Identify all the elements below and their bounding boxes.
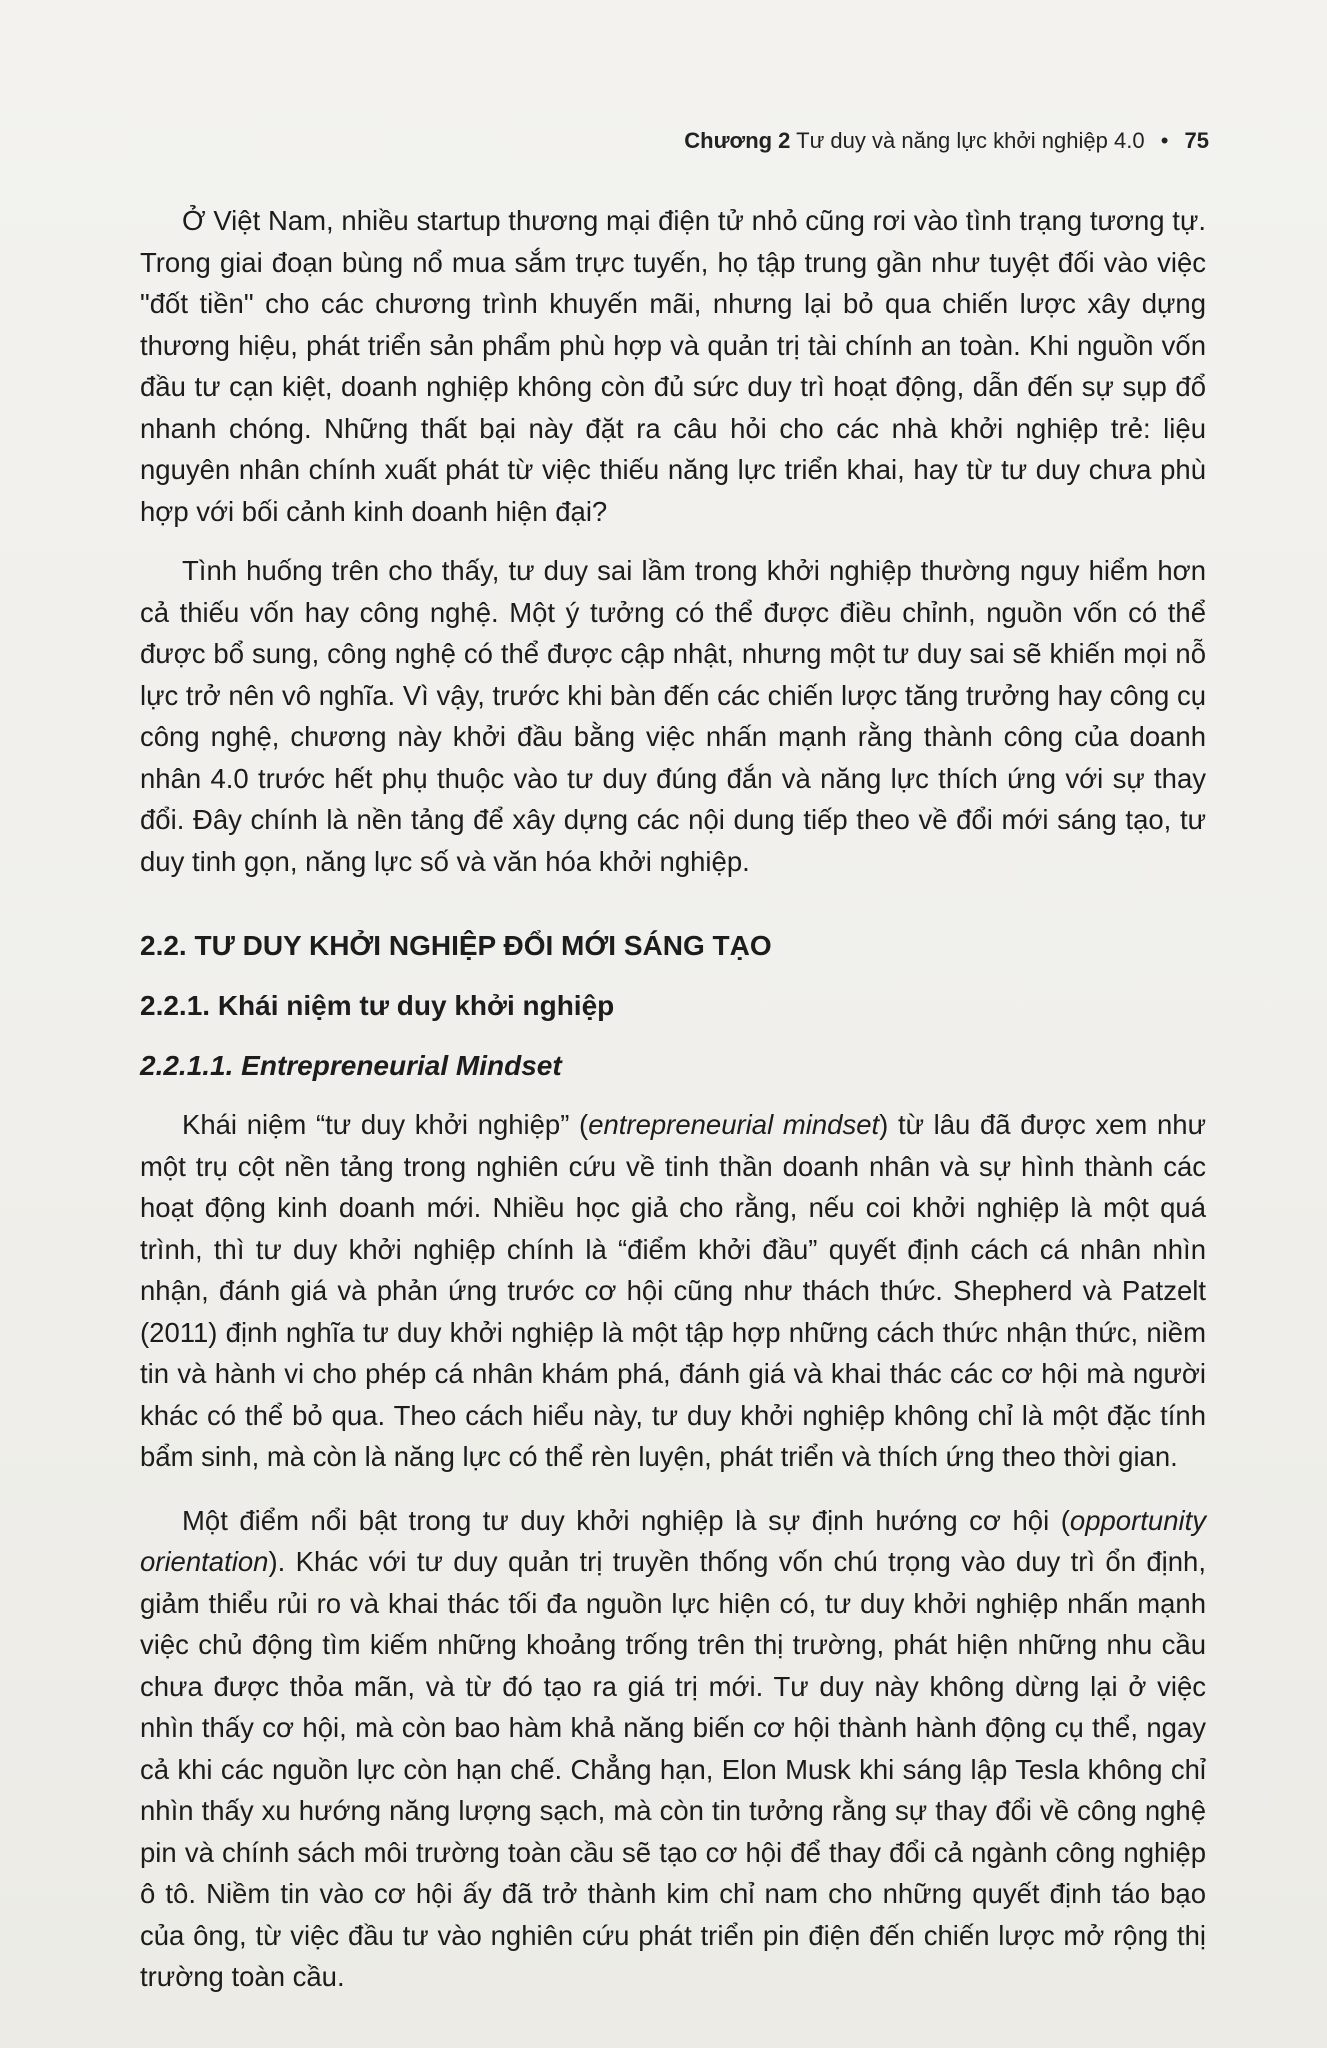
page-number: 75 <box>1184 128 1209 153</box>
paragraph-vietnam-startups: Ở Việt Nam, nhiều startup thương mại điện tử nhỏ cũng rơi vào tình trạng tương tự. Trong giai đoạn bùng nổ mua sắm trực tuyến, họ tập trung gần như tuyệt đối vào việc "đốt tiền" cho các chương trình khuyến mãi, nhưng lại bỏ qua chiến lược xây dựng thương hiệu, phát triển sản phẩm phù hợp và quản trị tài chính an toàn. Khi nguồn vốn đầu tư cạn kiệt, doanh nghiệp không còn đủ sức duy trì hoạt động, dẫn đến sự sụp đổ nhanh chóng. Những thất bại này đặt ra câu hỏi cho các nhà khởi nghiệp trẻ: liệu nguyên nhân chính xuất phát từ việc thiếu năng lực triển khai, hay từ tư duy chưa phù hợp với bối cảnh kinh doanh hiện đại? <box>140 205 1206 527</box>
paragraph-text: Một điểm nổi bật trong tư duy khởi nghiệp là sự định hướng cơ hội ( <box>182 1504 1070 1536</box>
running-header <box>684 128 1209 154</box>
section-heading: 2.2. TƯ DUY KHỞI NGHIỆP ĐỔI MỚI SÁNG TẠO <box>140 930 772 961</box>
header-separator: • <box>1160 128 1169 153</box>
chapter-title: Tư duy và năng lực khởi nghiệp 4.0 <box>796 128 1145 153</box>
paragraph-mindset-importance: Tình huống trên cho thấy, tư duy sai lầm trong khởi nghiệp thường nguy hiểm hơn cả thiếu vốn hay công nghệ. Một ý tưởng có thể được điều chỉnh, nguồn vốn có thể được bổ sung, công nghệ có thể được cập nhật, nhưng một tư duy sai sẽ khiến mọi nỗ lực trở nên vô nghĩa. Vì vậy, trước khi bàn đến các chiến lược tăng trưởng hay công cụ công nghệ, chương này khởi đầu bằng việc nhấn mạnh rằng thành công của doanh nhân 4.0 trước hết phụ thuộc vào tư duy đúng đắn và năng lực thích ứng với sự thay đổi. Đây chính là nền tảng để xây dựng các nội dung tiếp theo về đổi mới sáng tạo, tư duy tinh gọn, năng lực số và văn hóa khởi nghiệp. <box>140 555 1206 877</box>
paragraph-text: Khái niệm “tư duy khởi nghiệp” ( <box>182 1109 589 1140</box>
italic-term: opportunity orientation <box>140 1504 1206 1577</box>
paragraph-text: ) từ lâu đã được xem như một trụ cột nền tảng trong nghiên cứu về tinh thần doanh nhân và sự hình thành các hoạt động kinh doanh mới. Nhiều học giả cho rằng, nếu coi khởi nghiệp là một quá trình, thì tư duy khởi nghiệp chính là “điểm khởi đầu” quyết định cách cá nhân nhìn nhận, đánh giá và phản ứng trước cơ hội cũng như thách thức. Shepherd và Patzelt (2011) định nghĩa tư duy khởi nghiệp là một tập hợp những cách thức nhận thức, niềm tin và hành vi cho phép cá nhân khám phá, đánh giá và khai thác các cơ hội mà người khác có thể bỏ qua. Theo cách hiểu này, tư duy khởi nghiệp không chỉ là một đặc tính bẩm sinh, mà còn là năng lực có thể rèn luyện, phát triển và thích ứng theo thời gian. <box>140 1109 1206 1472</box>
paragraph-text: ). Khác với tư duy quản trị truyền thống vốn chú trọng vào duy trì ổn định, giảm thiểu rủi ro và khai thác tối đa nguồn lực hiện có, tư duy khởi nghiệp nhấn mạnh việc chủ động tìm kiếm những khoảng trống trên thị trường, phát hiện những nhu cầu chưa được thỏa mãn, và từ đó tạo ra giá trị mới. Tư duy này không dừng lại ở việc nhìn thấy cơ hội, mà còn bao hàm khả năng biến cơ hội thành hành động cụ thể, ngay cả khi các nguồn lực còn hạn chế. Chẳng hạn, Elon Musk khi sáng lập Tesla không chỉ nhìn thấy xu hướng năng lượng sạch, mà còn tin tưởng rằng sự thay đổi về công nghệ pin và chính sách môi trường toàn cầu sẽ tạo cơ hội để thay đổi cả ngành công nghiệp ô tô. Niềm tin vào cơ hội ấy đã trở thành kim chỉ nam cho những quyết định táo bạo của ông, từ việc đầu tư vào nghiên cứu phát triển pin điện đến chiến lược mở rộng thị trường toàn cầu. <box>140 1546 1206 1992</box>
paragraph-opportunity-orientation <box>140 1500 1206 1998</box>
subsubsection-heading: 2.2.1.1. Entrepreneurial Mindset <box>140 1050 562 1081</box>
subsection-heading: 2.2.1. Khái niệm tư duy khởi nghiệp <box>140 990 615 1021</box>
italic-term: entrepreneurial mindset <box>588 1109 880 1140</box>
chapter-label: Chương 2 <box>684 128 791 153</box>
page-body <box>140 200 1206 1998</box>
paragraph-mindset-definition <box>140 1104 1206 1478</box>
